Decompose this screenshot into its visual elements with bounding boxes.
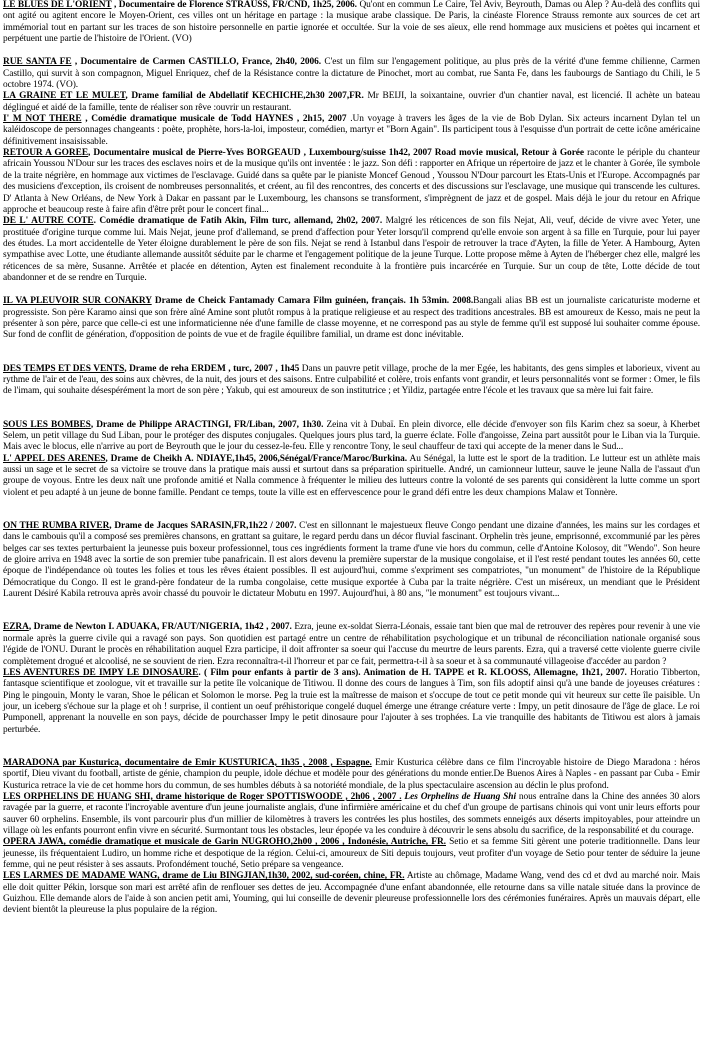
film-entry: [3, 521, 700, 600]
film-synopsis: Emir Kusturica célèbre dans ce film l'incroyable histoire de Diego Maradona : héros sportif, Dieu vivant du football, artiste de génie, champion du peuple, idole déchue et modèle pour des générations du monde entier.De Buenos Aires à Naples - en passant par Cuba - Emir Kusturica retrace la vie de cet homme hors du commun, de ses humbles débuts à sa notoriété mondiale, de la plus spectaculaire ascension au déclin le plus profond.: [3, 757, 700, 791]
film-entry: [3, 91, 700, 114]
film-entry: [3, 216, 700, 284]
film-entry: [3, 758, 700, 792]
film-credits: . ( Film pour enfants à partir de 3 ans). Animation de H. TAPPE et R. KLOOSS, Allemagne, 1h21, 2007.: [198, 667, 627, 678]
film-synopsis: Horatio Tibberton, fantasque scientifique et zoologue, vit et travaille sur la petite île volcanique de Titiwou. Il donne des cours de langues à Tim, son fils adoptif ainsi qu'à une bande de joyeuses créatures : Ping le pingouin, Monty le varan, Shoe le pélican et Solomon le morse. Peg la truie est la maîtresse de maison et s'occupe de tout ce petit monde qui vit heureux sur cette île paisible. Un jour, un iceberg s'échoue sur la plage et oh ! surprise, il contient un oeuf préhistorique congelé duquel émerge une étrange créature verte : Impy, un petit dinosaure de l'âge de glace. Le roi Pumponell, apprenant la nouvelle en son pays, décide de pourchasser Impy le petit dinosaure pour l'ajouter à ses trophées. La vie tranquille des habitants de Titiwou est alors à jamais perturbée.: [3, 667, 700, 735]
film-entry: [3, 420, 700, 454]
film-title: LES LARMES DE MADAME WANG, drame de Liu BINGJIAN,1h30, 2002, sud-coréen, chine, FR.: [3, 871, 405, 882]
film-credits: . Comédie dramatique de Fatih Akin, Film turc, allemand, 2h02, 2007.: [93, 216, 383, 227]
film-synopsis: raconte le périple du chanteur africain Youssou N'Dour sur les traces des esclaves noirs et de la musique qu'ils ont inventée : le jazz. Son défi : rapporter en Afrique un répertoire de jazz et le chanter à Gorée, île symbole de la traite négrière, en hommage aux victimes de l'esclavage. Guidé dans sa quête par le pianiste Moncef Genoud , Youssou N'Dour parcourt les Etats-Unis et l'Europe. Accompagnés par des musiciens d'exception, ils croisent de nombreuses personnalités, et créent, au fil des rencontres, des concerts et des discussions sur l'esclavage, une musique qui transcende les cultures. D' Atlanta à New Orléans, de New York à Dakar en passant par le Luxembourg, les chansons se transforment, s'imprègnent de jazz et de gospel. Mais déjà le jour du retour en Afrique approche et beaucoup reste à faire afin d'être prêt pour le concert final...: [3, 148, 700, 215]
film-synopsis: .Un voyage à travers les âges de la vie de Bob Dylan. Six acteurs incarnent Dylan tel un kaléidoscope de personnages changeants : poète, prophète, hors-la-loi, imposteur, comédien, martyr et "Born Again". Ils participent tous à l'esquisse d'un portrait de cette icône américaine définitivement insaisissable.: [3, 114, 700, 147]
film-credits: , Documentaire de Carmen CASTILLO, France, 2h40, 2006.: [71, 57, 322, 68]
spacer: [3, 45, 700, 57]
film-title: DES TEMPS ET DES VENTS: [3, 363, 125, 374]
film-entry: [3, 622, 700, 667]
film-entry: [3, 792, 700, 837]
film-synopsis: Bangali alias BB est un journaliste caricaturiste moderne et progressiste. Son père Karamo ainsi que son frère aîné Amine sont plutôt rompus à la pratique religieuse et au respect des traditions ancestrales. BB est amoureux de Kesso, mais ne peut la présenter à son père, parce que celle-ci est une informaticienne née d'une famille de classe moyenne, et ne correspond pas au style de femme qu'il est supposé lui souhaiter comme épouse. Sur fond de conflit de génération, d'opposition de points de vue et de fragile équilibre familial, un drame est donc inévitable.: [3, 296, 700, 341]
film-credits: , Drame de Newton I. ADUAKA, FR/AUT/NIGERIA, 1h42 , 2007.: [28, 622, 292, 633]
film-credits: Drame de Cheick Fantamady Camara Film guinéen, français. 1h 53min. 2008.: [151, 296, 474, 307]
film-title: LES ORPHELINS DE HUANG SHI, drame historique de Roger SPOTTISWOODE , 2h06 , 2007 .: [3, 791, 402, 802]
film-credits: , Documentaire musical de Pierre-Yves BORGEAUD , Luxembourg/suisse 1h42, 2007 Road movie musical, Retour à Gorée: [88, 148, 585, 159]
film-synopsis: Malgré les réticences de son fils Nejat, Ali, veuf, décide de vivre avec Yeter, une prostituée d'origine turque comme lui. Mais Nejat, jeune prof d'allemand, se prend d'affection pour Yeter lorsqu'il comprend qu'elle envoie son argent à sa fille en Turquie, pour lui payer des études. La mort accidentelle de Yeter éloigne durablement le père de son fils. Nejat se rend à Istanbul dans l'espoir de retrouver la trace d'Ayten, la fille de Yeter. A Hambourg, Ayten sympathise avec Lotte, une étudiante allemande aussitôt séduite par le charme et l'engagement politique de la jeune Turque. Lotte propose même à Ayten de l'héberger chez elle, malgré les réticences de sa mère, Susanne. Arrêtée et placée en détention, Ayten est finalement reconduite à la frontière puis incarcérée en Turquie. Sur un coup de tête, Lotte décide de tout abandonner et de se rendre en Turquie.: [3, 216, 700, 283]
film-title: RUE SANTA FE: [3, 57, 72, 68]
film-title: ON THE RUMBA RIVER: [3, 521, 110, 532]
film-entry: [3, 114, 700, 148]
spacer: [3, 284, 700, 296]
film-title: L' APPEL DES ARENES: [3, 453, 106, 464]
film-credits: , Comédie dramatique musicale de Todd HAYNES , 2h15, 2007: [81, 114, 347, 125]
film-synopsis: Qu'ont en commun Le Caire, Tel Aviv, Beyrouth, Damas ou Alep ? Au-delà des conflits qui ont agité ou agitent encore le Moyen-Orient, ces villes ont un héritage en partage : la musique arabe classique. De Paris, la cinéaste Florence Strauss remonte aux sources de cet art immémorial tout en partant sur les traces de son histoire personnelle en partie ignorée et occultée. Sur la voie de ses aïeux, elle rend hommage aux musiciens et poètes qui incarnent et perpétuent une partie de l'histoire de l'Orient. (VO): [3, 0, 701, 45]
spacer: [3, 499, 700, 521]
spacer: [3, 600, 700, 622]
film-listing-document: [3, 0, 700, 917]
film-entry: [3, 454, 700, 499]
film-entry: [3, 871, 700, 916]
film-entry: [3, 0, 700, 45]
film-synopsis: Ezra, jeune ex-soldat Sierra-Léonais, essaie tant bien que mal de retrouver des repères pour revenir à une vie normale après la guerre civile qui a ravagé son pays. Son quotidien est partagé entre un centre de réhabilitation psychologique et un tribunal de réconciliation nationale organisé sous l'égide de l'ONU. Durant le procès en réhabilitation auquel Ezra participe, il doit affronter sa soeur qui l'accuse du meurtre de leurs parents. Ezra, qui a traversé cette violente guerre civile complètement drogué et alcoolisé, ne se souvient de rien. Ezra reconnaîtra-t-il l'horreur et par ce fait, permettra-t-il à sa soeur et à sa communauté villageoise d'accéder au pardon ?: [3, 622, 701, 667]
film-synopsis: Setio et sa femme Siti gèrent une poterie traditionnelle. Dans leur jeunesse, ils fréquentaient Ludiro, un homme riche et despotique de la région. Celui-ci, amoureux de Siti depuis toujours, veut profiter d'un voyage de Setio pour tenter de séduire la jeune femme, qui ne peut résister à ses assauts. Profondément touché, Setio prépare sa vengeance.: [3, 837, 700, 870]
film-credits: , Drame familial de Abdellatif KECHICHE,2h30 2007,FR.: [125, 91, 364, 102]
film-title: SOUS LES BOMBES: [3, 419, 91, 430]
film-credits: , Drame de Philippe ARACTINGI, FR/Liban, 2007, 1h30.: [90, 419, 324, 430]
film-entry: [3, 57, 700, 91]
film-synopsis: C'est en sillonnant le majestueux fleuve Congo pendant une dizaine d'années, les mains sur les cordages et dans le cambouis qu'il a composé ses premières chansons, en grattant sa guitare, le regard perdu dans un décor fluvial fascinant. Orphelin très jeune, emprisonné, excommunié par les pères belges car ses textes perturbaient la jeunesse puis boxeur professionnel, tous ces ingrédients forment la trame d'une vie hors du commun, celle d'Antoine Kolosoy, dit "Wendo". Son heure de gloire arriva en 1948 avec la sortie de son premier tube panafricain. Il est alors devenu la première superstar de la musique congolaise, et il l'est resté pendant toutes les années 60, cette époque de l'indépendance où toutes les folies et tous les rêves étaient possibles. Il est aujourd'hui, comme s'expriment ses compatriotes, "un monument" de l'histoire de la République Démocratique du Congo. Il est le grand-père fondateur de la rumba congolaise, cette musique exportée à Cuba par la traite négrière. C'est un miséreux, un mendiant que le Président Laurent Désiré Kabila retrouva après avoir chassé du pouvoir le dictateur Mobutu en 1997. Aujourd'hui, à 80 ans, "le monument" est toujours vivant...: [3, 521, 700, 600]
film-synopsis: Dans un pauvre petit village, proche de la mer Egée, les habitants, des gens simples et laborieux, vivent au rythme de l'air et de l'eau, des soins aux chèvres, de la nuit, des jours et des saisons. Entre culpabilité et colère, trois enfants vont grandir, et leurs personnalités vont se former : Omer, le fils de l'imam, qui souhaite désespérément la mort de son père ; Yakub, qui est amoureux de son institutrice ; et Yildiz, partagée entre l'école et les travaux que sa mère lui fait faire.: [3, 363, 700, 397]
film-title: RETOUR A GOREE: [3, 148, 89, 159]
film-title: IL VA PLEUVOIR SUR CONAKRY: [3, 296, 152, 307]
film-synopsis: Artiste au chômage, Madame Wang, vend des cd et dvd au marché noir. Mais elle doit quitter Pékin, lorsque son mari est arrêté afin de renflouer ses dettes de jeu. Accompagnée d'une enfant abandonnée, elle retourne dans sa ville natale située dans la province de Guizhou. Elle demande alors de l'aide à son ancien petit ami, Youming, qui lui conseille de devenir pleureuse professionnelle lors des cérémonies funéraires. Après un mauvais départ, elle devient bientôt la pleureuse la plus populaire de la région.: [3, 871, 701, 916]
film-synopsis: nous entraîne dans la Chine des années 30 alors ravagée par la guerre, et raconte l'incroyable aventure d'un jeune journaliste anglais, d'une infirmière américaine et du chef d'un groupe de partisans chinois qui vont unir leurs efforts pour sauver 60 orphelins. Ensemble, ils vont parcourir plus d'un millier de kilomètres à travers les contrées les plus hostiles, des sommets enneigés aux déserts impitoyables, pour atteindre un village où les enfants pourront enfin vivre en sécurité. Surmontant tous les obstacles, leur épopée va les conduire à découvrir le sens absolu du sacrifice, de la responsabilité et du courage.: [3, 791, 700, 836]
film-entry: [3, 148, 700, 216]
film-title: OPERA JAWA, comédie dramatique et musicale de Garin NUGROHO,2h00 , 2006 , Indonésie, Autriche, FR.: [3, 837, 446, 848]
film-synopsis: C'est un film sur l'engagement politique, au plus près de la vérité d'une femme chilienne, Carmen Castillo, qui survit à son compagnon, Miguel Enriquez, chef de la Résistance contre la dictature de Pinochet, mort au combat, rue Santa Fe, dans les faubourgs de Santiago du Chili, le 5 octobre 1974. (VO).: [3, 57, 701, 91]
film-credits: , Drame de Cheikh A. NDIAYE,1h45, 2006,Sénégal/France/Maroc/Burkina.: [105, 453, 408, 464]
film-synopsis: Au Sénégal, la lutte est le sport de la tradition. Le lutteur est un athlète mais aussi un sage et le secret de sa victoire se trouve dans la pratique mais aussi et surtout dans sa préparation spirituelle. André, un camionneur lutteur, sauve le jeune Nalla de l'assaut d'un groupe de voyous. Entre les deux naît une profonde amitié et Nalla commence à fréquenter le milieu des lutteurs contre la volonté de ses parents qui considèrent la lutte comme un sport violent et peu adapté à un jeune de bonne famille. Pendant ce temps, toute la ville est en effervescence pour le grand défi entre les deux champions Malaw et Tonnère.: [3, 453, 700, 498]
spacer: [3, 736, 700, 758]
film-synopsis: Zeina vit à Dubaï. En plein divorce, elle décide d'envoyer son fils Karim chez sa soeur, à Kherbet Selem, un petit village du Sud Liban, pour le protéger des disputes conjugales. Quelques jours plus tard, la guerre éclate. Folle d'angoisse, Zeina part aussitôt pour le Liban via la Turquie. Mais avec le blocus, elle n'arrive au port de Beyrouth que le jour du cessez-le-feu. Elle y rencontre Tony, le seul chauffeur de taxi qui accepte de la mener dans le Sud...: [3, 419, 700, 453]
film-credits: , Documentaire de Florence STRAUSS, FR/CND, 1h25, 2006.: [111, 0, 357, 10]
film-credits: Les Orphelins de Huang Shi: [401, 791, 516, 802]
film-entry: [3, 296, 700, 341]
spacer: [3, 342, 700, 364]
film-title: MARADONA par Kusturica, documentaire de Emir KUSTURICA, 1h35 , 2008 , Espagne.: [3, 757, 372, 768]
film-entry: [3, 837, 700, 871]
film-synopsis: Mr BEIJI, la soixantaine, ouvrier d'un chantier naval, est licencié. Il achète un bateau déglingué et aidé de la famille, tente de réaliser son rêve :ouvrir un restaurant.: [3, 91, 701, 113]
film-entry: [3, 364, 700, 398]
film-title: EZRA: [3, 622, 29, 633]
film-title: I' M NOT THERE: [3, 114, 82, 125]
film-entry: [3, 668, 700, 736]
film-title: DE L' AUTRE COTE: [3, 216, 94, 227]
film-credits: , Drame de reha ERDEM , turc, 2007 , 1h45: [124, 363, 300, 374]
film-title: LES AVENTURES DE IMPY LE DINOSAURE: [3, 667, 199, 678]
film-title: LE BLUES DE L'ORIENT: [3, 0, 112, 10]
film-title: LA GRAINE ET LE MULET: [3, 91, 126, 102]
film-credits: , Drame de Jacques SARASIN,FR,1h22 / 2007.: [109, 521, 297, 532]
spacer: [3, 398, 700, 420]
